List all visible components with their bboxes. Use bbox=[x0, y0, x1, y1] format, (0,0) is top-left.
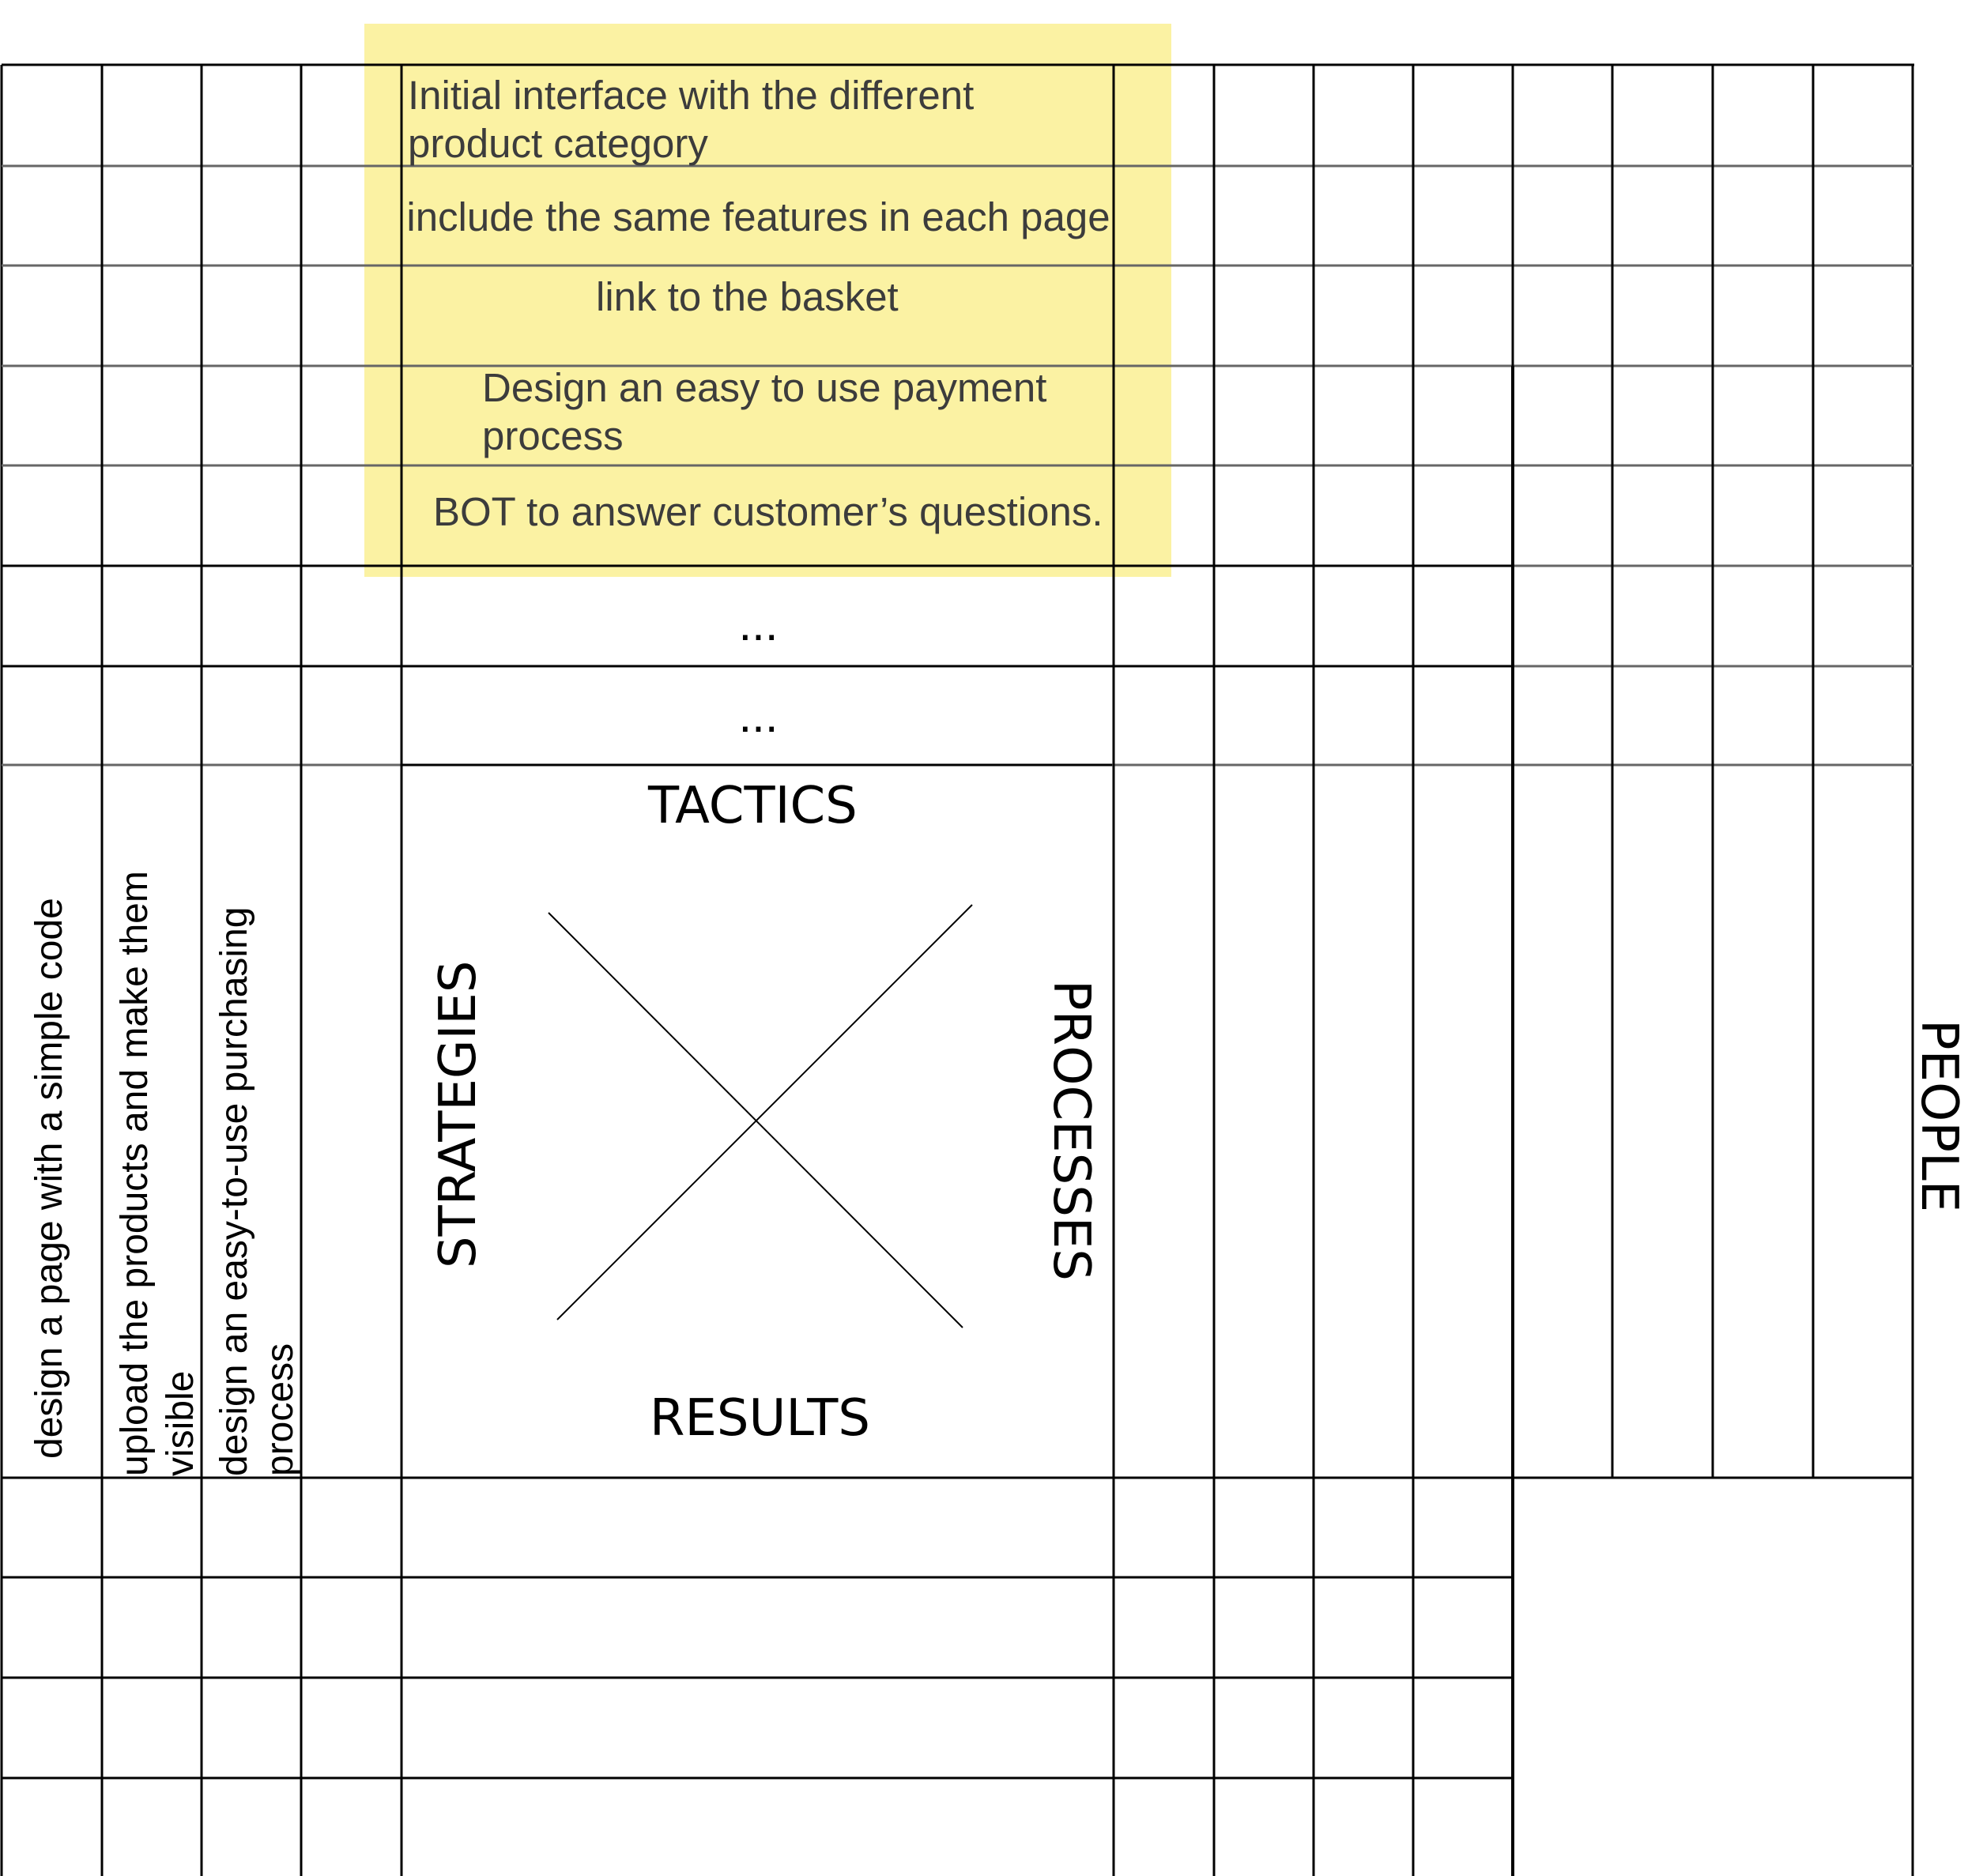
processes-label: PROCESSES bbox=[1042, 980, 1100, 1281]
strategy-1: design a page with a simple code bbox=[28, 898, 70, 1459]
people-label: PEOPLE bbox=[1910, 1019, 1968, 1213]
strategies-label: STRATEGIES bbox=[429, 960, 488, 1268]
tactic-ellipsis-2: ... bbox=[738, 689, 779, 742]
tactic-2: include the same features in each page bbox=[406, 194, 1110, 239]
tactic-3: link to the basket bbox=[596, 274, 899, 319]
tactic-4: Design an easy to use payment process bbox=[482, 365, 1047, 458]
strategy-2: upload the products and make them visible bbox=[114, 871, 202, 1476]
matrix-x-lines bbox=[549, 905, 972, 1328]
tactic-ellipsis-1: ... bbox=[738, 597, 779, 650]
strategy-3: design an easy-to-use purchasing process bbox=[213, 906, 301, 1476]
tactics-label: TACTICS bbox=[648, 777, 858, 835]
tactic-1: Initial interface with the different product category bbox=[408, 73, 975, 166]
tactic-5: BOT to answer customer’s questions. bbox=[433, 489, 1103, 534]
results-label: RESULTS bbox=[650, 1389, 870, 1448]
